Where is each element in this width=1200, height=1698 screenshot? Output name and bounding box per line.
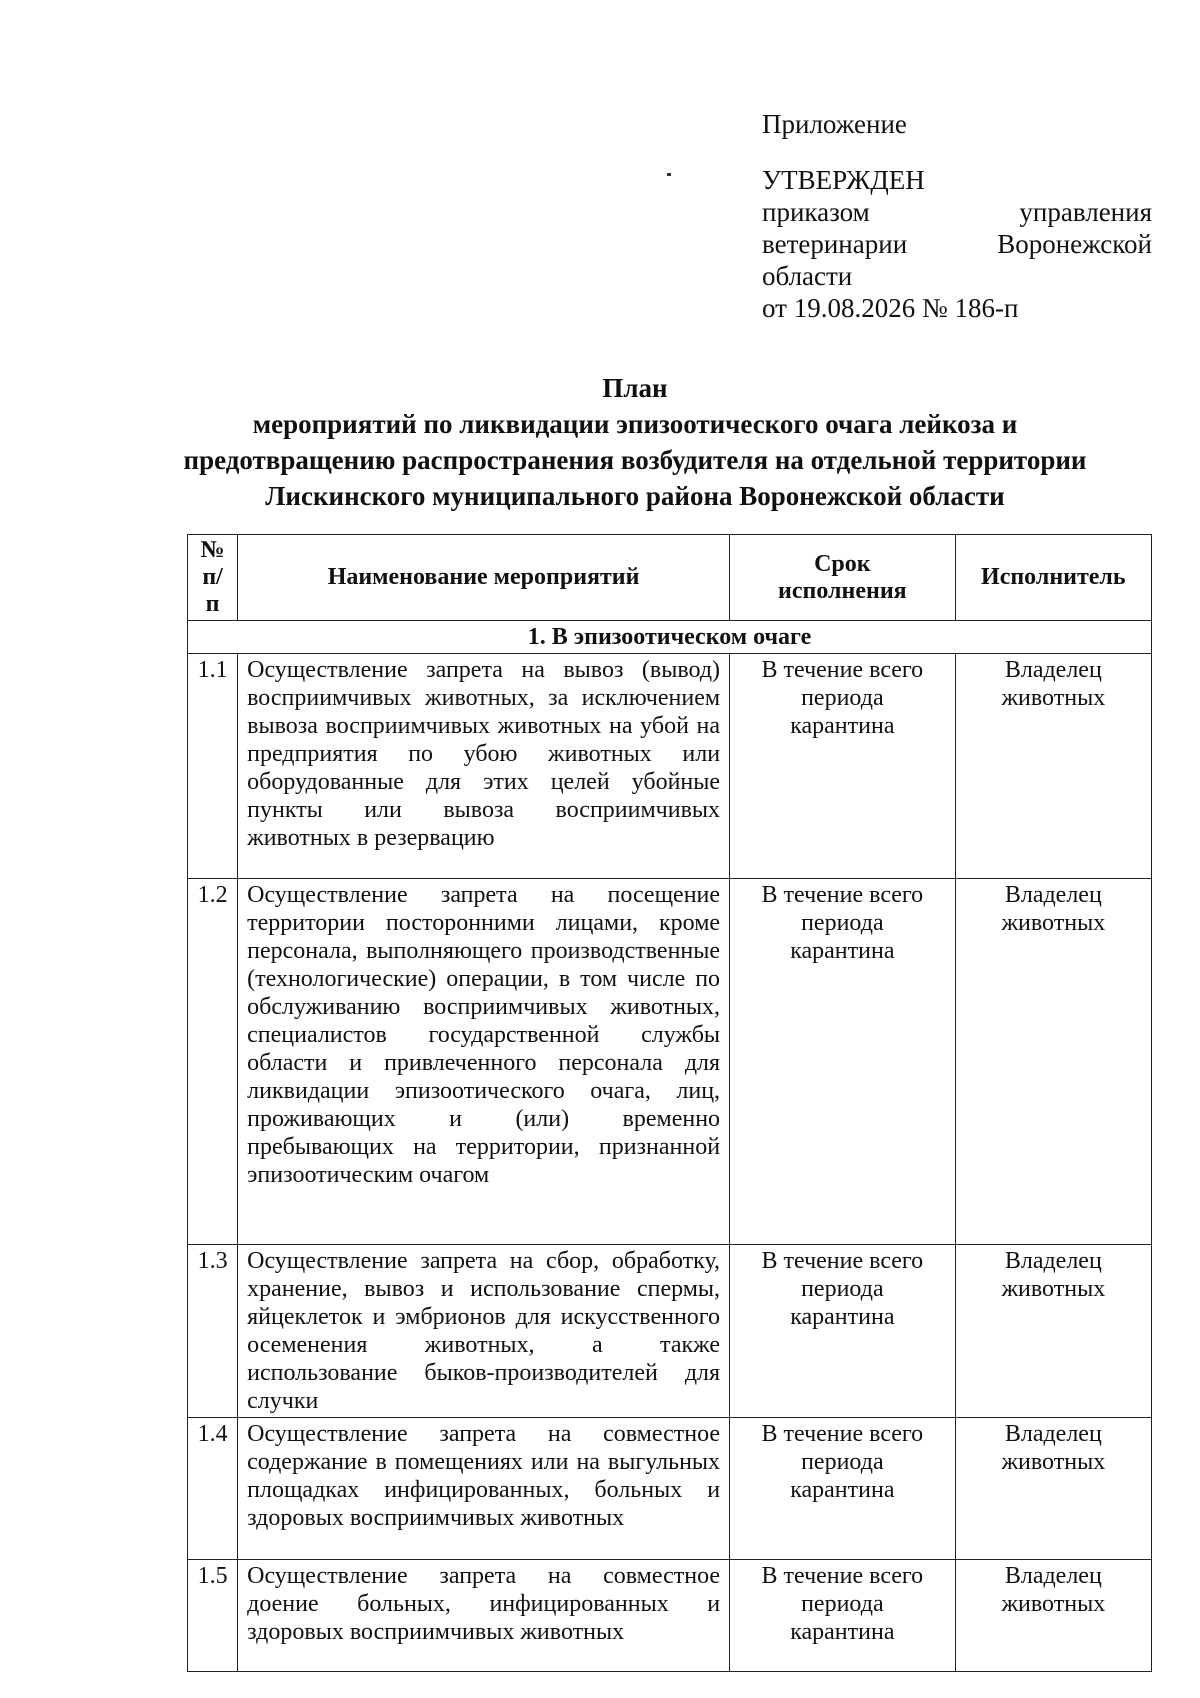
scan-speck: [667, 173, 671, 176]
executor-line: Владелец: [1004, 657, 1102, 683]
row-number: 1.3: [188, 1245, 238, 1418]
executor-line: Владелец: [1004, 1421, 1102, 1447]
header-term-line: исполнения: [778, 577, 907, 604]
approval-line-3: области: [762, 261, 853, 291]
executor-line: Владелец: [1004, 882, 1102, 908]
row-measure: Осуществление запрета на совместное доение больных, инфицированных и здоровых восприимчивых животных: [238, 1560, 730, 1672]
term-line: периода: [801, 685, 884, 711]
term-line: карантина: [790, 1304, 895, 1330]
executor-line: животных: [1001, 1276, 1106, 1302]
header-number-line: п/п: [202, 564, 223, 617]
approval-word: Воронежской: [997, 229, 1152, 259]
term-line: карантина: [790, 1477, 895, 1503]
row-executor: [955, 1560, 1151, 1672]
row-executor: [955, 654, 1151, 879]
row-term: [730, 1560, 956, 1672]
table-row: [188, 654, 1152, 879]
approval-word: приказом: [762, 197, 870, 227]
executor-line: Владелец: [1004, 1248, 1102, 1274]
term-line: карантина: [790, 938, 895, 964]
term-line: периода: [801, 1276, 884, 1302]
executor-line: Владелец: [1004, 1563, 1102, 1589]
row-term: [730, 1418, 956, 1560]
term-line: карантина: [790, 713, 895, 739]
term-line: В течение всего: [761, 1563, 924, 1589]
row-number: 1.4: [188, 1418, 238, 1560]
spacer: [762, 140, 1152, 164]
row-measure: Осуществление запрета на посещение территории посторонними лицами, кроме персонала, выполняющего производственные (технологические) операции, в том числе по обслуживанию восприимчивых животных, специалистов государственной службы области и привлеченного персонала для ликвидации эпизоотического очага, лиц, проживающих и (или) временно пребывающих на территории, признанной эпизоотическим очагом: [238, 879, 730, 1245]
term-line: периода: [801, 1449, 884, 1475]
term-line: периода: [801, 1591, 884, 1617]
executor-line: животных: [1001, 910, 1106, 936]
row-number: 1.5: [188, 1560, 238, 1672]
approved-stamp-text: УТВЕРЖДЕН: [762, 165, 925, 195]
table-header-row: [188, 535, 1152, 621]
appendix-label: Приложение: [762, 109, 907, 139]
row-term: [730, 1245, 956, 1418]
term-line: В течение всего: [761, 1421, 924, 1447]
section-row: [188, 621, 1152, 654]
table-row: [188, 1560, 1152, 1672]
term-line: В течение всего: [761, 657, 924, 683]
document-title: [150, 370, 1120, 514]
term-line: В течение всего: [761, 1248, 924, 1274]
term-line: карантина: [790, 1619, 895, 1645]
header-number-line: №: [200, 537, 225, 563]
measures-table: [187, 534, 1152, 1672]
row-executor: [955, 1418, 1151, 1560]
row-executor: [955, 1245, 1151, 1418]
header-term: [730, 535, 956, 621]
term-line: В течение всего: [761, 882, 924, 908]
row-measure: Осуществление запрета на вывоз (вывод) восприимчивых животных, за исключением вывоза восприимчивых животных на убой на предприятия по убою животных или оборудованные для этих целей убойные пункты или вывоза восприимчивых животных в резервацию: [238, 654, 730, 879]
table-row: [188, 879, 1152, 1245]
row-number: 1.2: [188, 879, 238, 1245]
header-executor: Исполнитель: [955, 535, 1151, 621]
executor-line: животных: [1001, 1591, 1106, 1617]
table-row: [188, 1245, 1152, 1418]
row-measure: Осуществление запрета на совместное содержание в помещениях или на выгульных площадках инфицированных, больных и здоровых восприимчивых животных: [238, 1418, 730, 1560]
approval-line-2: [762, 228, 1152, 260]
section-title: 1. В эпизоотическом очаге: [188, 621, 1152, 654]
order-date-number: от 19.08.2026 № 186-п: [762, 293, 1019, 323]
executor-line: животных: [1001, 685, 1106, 711]
approval-word: управления: [1019, 197, 1152, 227]
row-term: [730, 654, 956, 879]
approval-block: [762, 108, 1152, 324]
title-line: предотвращению распространения возбудителя на отдельной территории: [183, 445, 1087, 475]
table-row: [188, 1418, 1152, 1560]
title-line: План: [602, 373, 668, 403]
term-line: периода: [801, 910, 884, 936]
header-measure-name: Наименование мероприятий: [238, 535, 730, 621]
row-measure: Осуществление запрета на сбор, обработку, хранение, вывоз и использование спермы, яйцеклеток и эмбрионов для искусственного осеменения животных, а также использование быков-производителей для случки: [238, 1245, 730, 1418]
header-number: [188, 535, 238, 621]
title-line: мероприятий по ликвидации эпизоотического очага лейкоза и: [252, 409, 1018, 439]
header-term-line: Срок: [814, 550, 871, 577]
row-number: 1.1: [188, 654, 238, 879]
approval-word: ветеринарии: [762, 229, 908, 259]
approval-line-1: [762, 196, 1152, 228]
row-term: [730, 879, 956, 1245]
row-executor: [955, 879, 1151, 1245]
executor-line: животных: [1001, 1449, 1106, 1475]
title-line: Лискинского муниципального района Воронежской области: [265, 481, 1005, 511]
